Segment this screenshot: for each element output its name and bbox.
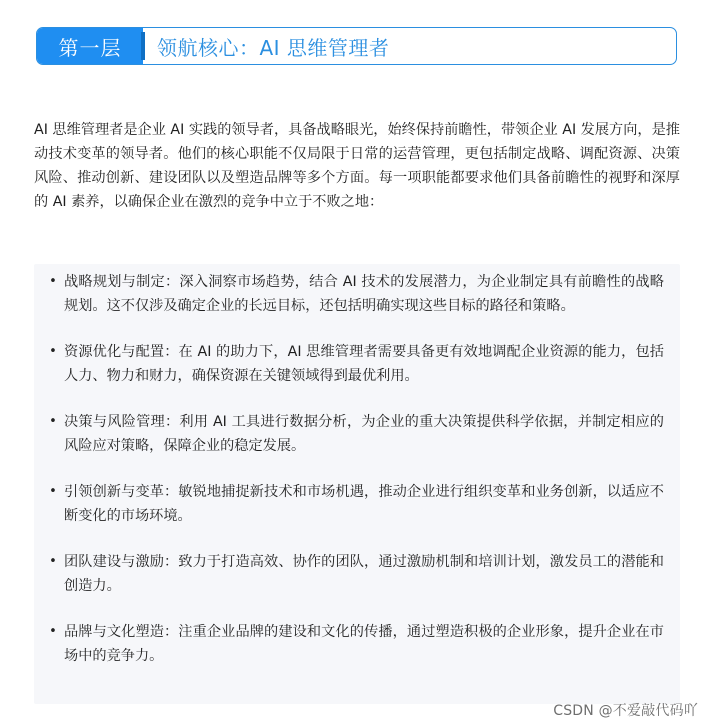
section-title: 领航核心：AI 思维管理者 bbox=[157, 35, 390, 60]
bullet-icon: • bbox=[49, 554, 57, 569]
bullet-icon: • bbox=[49, 484, 57, 499]
list-item bbox=[42, 270, 664, 318]
list-item bbox=[42, 340, 664, 388]
bullet-icon: • bbox=[49, 344, 57, 359]
list-item-text: 战略规划与制定：深入洞察市场趋势，结合 AI 技术的发展潜力，为企业制定具有前瞻性的战略规划。这不仅涉及确定企业的长远目标，还包括明确实现这些目标的路径和策略。 bbox=[64, 274, 664, 314]
list-item-text: 决策与风险管理：利用 AI 工具进行数据分析，为企业的重大决策提供科学依据，并制定相应的风险应对策略，保障企业的稳定发展。 bbox=[64, 414, 664, 454]
bullet-icon: • bbox=[49, 414, 57, 429]
csdn-watermark: CSDN @不爱敲代码吖 bbox=[553, 703, 698, 719]
duties-panel bbox=[34, 264, 680, 704]
list-item-text: 引领创新与变革：敏锐地捕捉新技术和市场机遇，推动企业进行组织变革和业务创新，以适应不断变化的市场环境。 bbox=[64, 484, 664, 524]
list-item-text: 团队建设与激励：致力于打造高效、协作的团队，通过激励机制和培训计划，激发员工的潜能和创造力。 bbox=[64, 554, 664, 594]
bullet-icon: • bbox=[49, 274, 57, 289]
list-item-text: 品牌与文化塑造：注重企业品牌的建设和文化的传播，通过塑造积极的企业形象，提升企业在市场中的竞争力。 bbox=[64, 624, 664, 664]
list-item bbox=[42, 480, 664, 528]
section-header bbox=[36, 27, 677, 65]
bullet-icon: • bbox=[49, 624, 57, 639]
list-item-text: 资源优化与配置：在 AI 的助力下，AI 思维管理者需要具备更有效地调配企业资源的能力，包括人力、物力和财力，确保资源在关键领域得到最优利用。 bbox=[64, 344, 664, 384]
list-item bbox=[42, 550, 664, 598]
section-level-tag: 第一层 bbox=[37, 28, 143, 64]
intro-paragraph: AI 思维管理者是企业 AI 实践的领导者，具备战略眼光，始终保持前瞻性，带领企业 AI 发展方向，是推动技术变革的领导者。他们的核心职能不仅局限于日常的运营管理，更包括制定战略、调配资源、决策风险、推动创新、建设团队以及塑造品牌等多个方面。每一项职能都要求他们具备前瞻性的视野和深厚的 AI 素养，以确保企业在激烈的竞争中立于不败之地： bbox=[34, 122, 680, 210]
duties-list bbox=[42, 270, 664, 668]
list-item bbox=[42, 620, 664, 668]
list-item bbox=[42, 410, 664, 458]
